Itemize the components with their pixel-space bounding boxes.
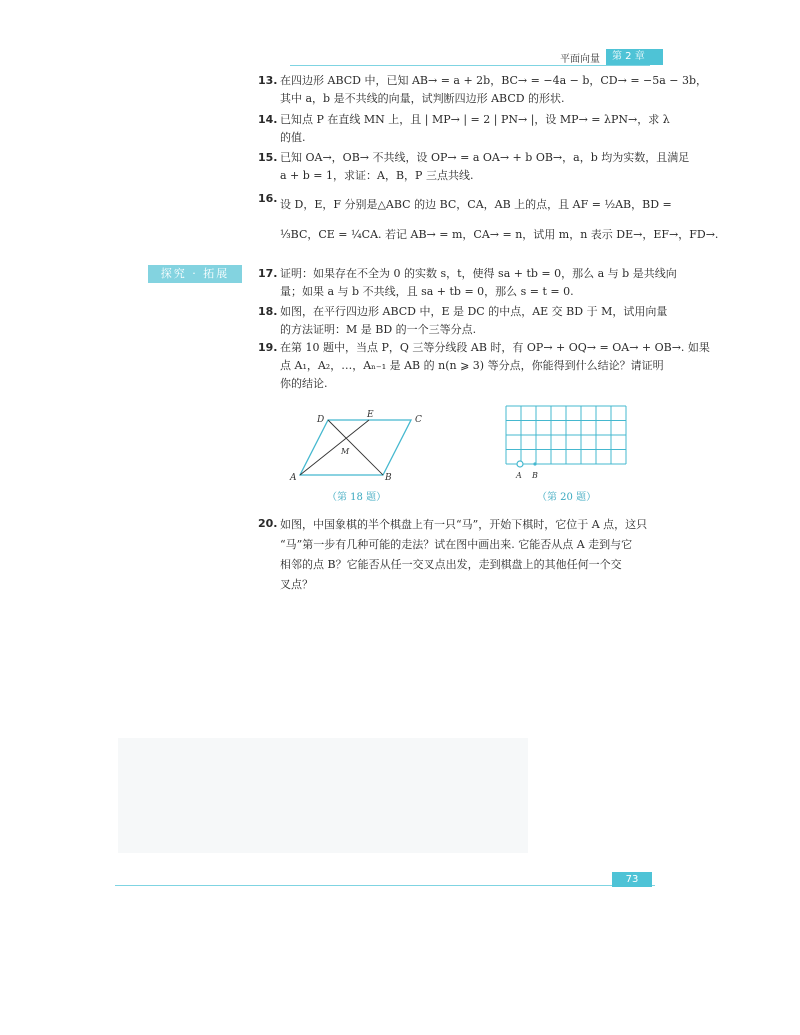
problem-text <box>280 149 690 185</box>
problem-line: 设 D，E，F 分别是△ABC 的边 BC，CA，AB 上的点，且 AF = ½AB，BD = <box>280 198 672 211</box>
problem-number: 16. <box>258 192 278 205</box>
problem-text <box>280 72 708 108</box>
problem-text <box>280 111 670 147</box>
problem-20 <box>258 515 658 595</box>
figure-20-chessboard <box>502 404 632 484</box>
segment-ae <box>300 420 369 475</box>
problem-number: 18. <box>258 305 278 318</box>
label-e: E <box>367 410 374 420</box>
problem-line: 叉点？ <box>280 578 313 591</box>
problem-16 <box>258 190 719 250</box>
scan-shade <box>118 738 528 853</box>
problem-18 <box>258 303 668 339</box>
problem-number: 13. <box>258 74 278 87</box>
problem-line: 如图，中国象棋的半个棋盘上有一只“马”，开始下棋时，它位于 A 点，这只 <box>280 518 648 531</box>
label-b: B <box>532 471 538 480</box>
problem-text <box>280 339 710 393</box>
problem-line: 的值. <box>280 131 306 144</box>
problem-text <box>280 190 719 250</box>
label-a: A <box>516 471 522 480</box>
header-rule <box>290 65 650 66</box>
problem-number: 20. <box>258 517 278 530</box>
label-m: M <box>341 447 350 456</box>
problem-line: 在四边形 ABCD 中，已知 AB→ = a + 2b，BC→ = −4a − b，CD→ = −5a − 3b， <box>280 74 708 87</box>
running-header <box>560 49 663 65</box>
problem-line: 其中 a，b 是不共线的向量，试判断四边形 ABCD 的形状. <box>280 92 565 105</box>
problem-14 <box>258 111 670 147</box>
footer-rule <box>115 885 655 886</box>
knight-position-a <box>517 461 523 467</box>
problem-line: 在第 10 题中，当点 P，Q 三等分线段 AB 时，有 OP→ + OQ→ = OA→ + OB→. 如果 <box>280 341 710 354</box>
chapter-name: 平面向量 <box>560 53 600 65</box>
problem-line: 量；如果 a 与 b 不共线，且 sa + tb = 0，那么 s = t = 0. <box>280 285 574 298</box>
label-c: C <box>415 415 422 425</box>
problem-19 <box>258 339 710 393</box>
problem-number: 19. <box>258 341 278 354</box>
chapter-badge: 第 2 章 <box>606 49 663 65</box>
problem-13 <box>258 72 708 108</box>
page-number: 73 <box>612 872 652 887</box>
problem-15 <box>258 149 690 185</box>
label-d: D <box>317 415 325 425</box>
problem-17 <box>258 265 677 301</box>
chessboard-grid <box>506 406 626 464</box>
problem-line: a + b = 1，求证：A，B，P 三点共线. <box>280 169 474 182</box>
problem-text <box>280 515 658 595</box>
diagonal-bd <box>328 420 383 475</box>
section-label: 探究 · 拓展 <box>148 265 242 283</box>
figure-20-caption: （第 20 题） <box>537 492 597 503</box>
problem-number: 17. <box>258 267 278 280</box>
problem-line: 已知点 P 在直线 MN 上，且 | MP→ | = 2 | PN→ |，设 MP→ = λPN→，求 λ <box>280 113 670 126</box>
problem-line: “马”第一步有几种可能的走法？试在图中画出来. 它能否从点 A 走到与它 <box>280 538 633 551</box>
problem-text <box>280 265 677 301</box>
problem-line: ⅓BC，CE = ¼CA. 若记 AB→ = m，CA→ = n，试用 m，n 表示 DE→，EF→，FD→. <box>280 228 719 241</box>
figure-18-parallelogram <box>285 408 435 488</box>
problem-number: 14. <box>258 113 278 126</box>
point-b <box>533 462 536 465</box>
problem-text <box>280 303 668 339</box>
problem-line: 证明：如果存在不全为 0 的实数 s，t，使得 sa + tb = 0，那么 a 与 b 是共线向 <box>280 267 677 280</box>
label-a: A <box>290 473 297 483</box>
problem-line: 点 A₁，A₂，…，Aₙ₋₁ 是 AB 的 n(n ⩾ 3) 等分点，你能得到什么结论？请证明 <box>280 359 664 372</box>
figure-18-caption: （第 18 题） <box>327 492 387 503</box>
problem-line: 已知 OA→，OB→ 不共线，设 OP→ = a OA→ + b OB→，a，b 均为实数，且满足 <box>280 151 690 164</box>
problem-line: 如图，在平行四边形 ABCD 中，E 是 DC 的中点，AE 交 BD 于 M，试用向量 <box>280 305 668 318</box>
problem-line: 的方法证明：M 是 BD 的一个三等分点. <box>280 323 477 336</box>
problem-number: 15. <box>258 151 278 164</box>
problem-line: 你的结论. <box>280 377 328 390</box>
label-b: B <box>385 473 392 483</box>
problem-line: 相邻的点 B？它能否从任一交叉点出发，走到棋盘上的其他任何一个交 <box>280 558 622 571</box>
